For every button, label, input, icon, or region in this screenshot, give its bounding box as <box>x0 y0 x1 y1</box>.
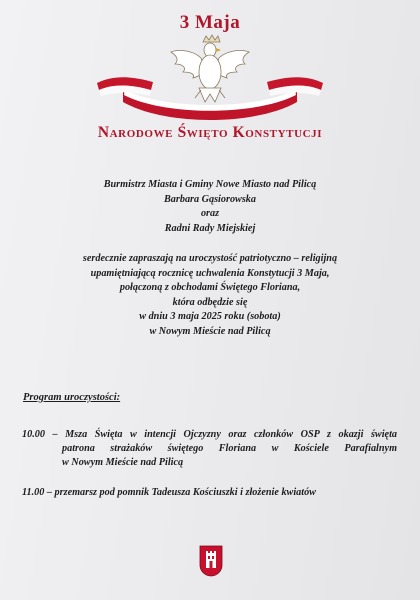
body-line: połączoną z obchodami Świętego Floriana, <box>119 282 301 293</box>
body-line: w Nowym Mieście nad Pilicą <box>149 325 271 337</box>
program-item <box>22 486 316 500</box>
invitation-body <box>0 252 420 339</box>
conjunction: oraz <box>200 208 220 219</box>
header-title: 3 Maja <box>179 12 241 33</box>
program-item-line: 10.00 – Msza Święta w intencji Ojczyzny oraz członków OSP z okazji święta <box>22 429 397 440</box>
host-line: Radni Rady Miejskiej <box>164 222 256 234</box>
header-subtitle: Narodowe Święto Konstytucji <box>97 124 323 141</box>
body-line: serdecznie zapraszają na uroczystość patriotyczno – religijną <box>82 253 338 264</box>
host-block <box>0 178 420 236</box>
program-heading: Program uroczystości: <box>23 392 121 403</box>
program-item <box>22 428 397 470</box>
host-line: Burmistrz Miasta i Gminy Nowe Miasto nad Pilicą <box>103 179 317 190</box>
town-crest-icon <box>199 545 223 577</box>
white-eagle-icon <box>95 30 325 130</box>
program-item-line: patrona strażaków świętego Floriana w Kościele Parafialnym <box>62 443 397 454</box>
host-line: Barbara Gąsiorowska <box>164 193 256 205</box>
body-line: upamiętniającą rocznicę uchwalenia Konstytucji 3 Maja, <box>90 267 330 279</box>
program-item-line: 11.00 – przemarsz pod pomnik Tadeusza Kościuszki i złożenie kwiatów <box>22 487 316 498</box>
body-line: która odbędzie się <box>172 296 248 308</box>
body-line: w dniu 3 maja 2025 roku (sobota) <box>139 311 281 322</box>
program-item-line: w Nowym Mieście nad Pilicą <box>62 457 184 468</box>
